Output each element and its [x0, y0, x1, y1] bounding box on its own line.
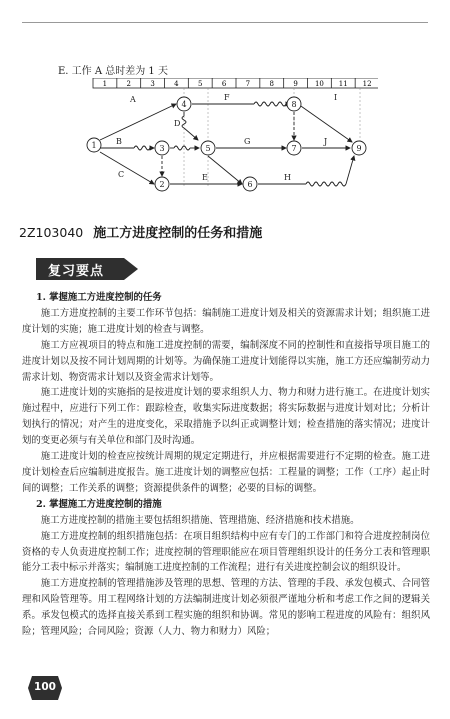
- review-points-banner: [36, 255, 144, 283]
- svg-text:8: 8: [291, 100, 297, 109]
- svg-text:5: 5: [205, 144, 211, 153]
- svg-text:6: 6: [247, 180, 253, 189]
- time-scale-ticks: [103, 78, 372, 88]
- time-tick-label: 1: [102, 80, 108, 88]
- time-tick-label: 10: [314, 80, 324, 88]
- paragraph: 施工进度计划的检查应按统计周期的规定定期进行，并应根据需要进行不定期的检查。施工进度计划检查后应编制进度报告。施工进度计划的调整应包括：工程量的调整；工作（工序）起止时间的调整；工作关系的调整；资源提供条件的调整；必要的目标的调整。: [22, 451, 430, 494]
- body-text: [22, 290, 430, 640]
- time-tick-label: 4: [174, 80, 179, 88]
- paragraph: 施工方进度控制的主要工作环节包括：编制施工进度计划及相关的资源需求计划；组织施工进度计划的实施；施工进度计划的检查与调整。: [22, 307, 430, 335]
- node-9: [352, 141, 366, 155]
- paragraph: 施工进度计划的实施指的是按进度计划的要求组织人力、物力和财力进行施工。在进度计划实施过程中，应进行下列工作：跟踪检查，收集实际进度数据；将实际数据与进度计划对比；分析计划执行的情况；对产生的进度变化，采取措施予以纠正或调整计划；检查措施的落实情况；进度计划的变更必须与有关单位和部门及时沟通。: [22, 387, 430, 447]
- svg-text:4: 4: [181, 100, 187, 109]
- svg-text:1: 1: [91, 141, 97, 150]
- review-points-label: 复习要点: [48, 264, 105, 279]
- time-tick-label: 6: [221, 80, 227, 88]
- work-label-f: F: [224, 93, 230, 102]
- top-rule: [22, 22, 428, 23]
- subheading: 1. 掌握施工方进度控制的任务: [36, 292, 162, 303]
- svg-text:2: 2: [159, 180, 165, 189]
- paragraph: 施工方进度控制的组织措施包括：在项目组织结构中应有专门的工作部门和符合进度控制岗位资格的专人负责进度控制工作；进度控制的管理职能应在项目管理组织设计的任务分工表和管理职能分工表中标示并落实；编制施工进度控制的工作流程；进行有关进度控制会议的组织设计。: [22, 530, 430, 574]
- work-label-j: J: [324, 137, 328, 146]
- node-6: [243, 177, 257, 191]
- work-label-b: B: [116, 137, 122, 146]
- time-tick-label: 8: [269, 80, 274, 88]
- paragraph: 施工方进度控制的管理措施涉及管理的思想、管理的方法、管理的手段、承发包模式、合同管理和风险管理等。用工程网络计划的方法编制进度计划必须很严谨地分析和考虑工作之间的逻辑关系。承发包模式的选择直接关系到工程实施的组织和协调。常见的影响工程进度的风险有：组织风险；管理风险；合同风险；资源（人力、物力和财力）风险；: [22, 578, 430, 638]
- section-title: 施工方进度控制的任务和措施: [93, 226, 263, 241]
- work-label-g: G: [244, 137, 251, 146]
- svg-text:7: 7: [291, 144, 297, 153]
- node-2: [155, 177, 169, 191]
- work-label-a: A: [130, 95, 136, 104]
- work-label-h: H: [284, 173, 291, 182]
- page-number: 100: [34, 681, 56, 693]
- paragraph: 施工方进度控制的措施主要包括组织措施、管理措施、经济措施和技术措施。: [40, 514, 360, 526]
- work-label-i: I: [334, 93, 338, 102]
- page-number-badge: [28, 676, 62, 700]
- subheading: 2. 掌握施工方进度控制的措施: [36, 498, 162, 510]
- node-7: [287, 141, 301, 155]
- network-diagram: [78, 78, 378, 208]
- work-label-e: E: [202, 173, 208, 182]
- work-label-d: D: [174, 119, 181, 128]
- time-tick-label: 9: [293, 80, 298, 88]
- node-3: [155, 141, 169, 155]
- section-heading: [19, 222, 262, 241]
- time-tick-label: 2: [126, 80, 131, 88]
- section-code: 2Z103040: [19, 225, 84, 240]
- time-tick-label: 3: [150, 80, 155, 88]
- option-e: E. 工作 A 总时差为 1 天: [58, 66, 168, 77]
- work-label-c: C: [118, 170, 125, 179]
- time-tick-label: 7: [245, 80, 251, 88]
- time-tick-label: 5: [198, 80, 203, 88]
- time-tick-label: 12: [362, 80, 372, 88]
- node-8: [287, 97, 301, 111]
- svg-text:9: 9: [356, 144, 362, 153]
- svg-text:3: 3: [159, 144, 165, 153]
- node-4: [177, 97, 191, 111]
- time-tick-label: 11: [338, 80, 348, 88]
- node-5: [201, 141, 215, 155]
- time-scale: [93, 78, 378, 88]
- paragraph: 施工方应视项目的特点和施工进度控制的需要，编制深度不同的控制性和直接指导项目施工的进度计划以及按不同计划周期的计划等。为确保施工进度计划能得以实施，施工方还应编制劳动力需求计划、物资需求计划以及资金需求计划等。: [22, 339, 430, 383]
- node-1: [87, 138, 101, 152]
